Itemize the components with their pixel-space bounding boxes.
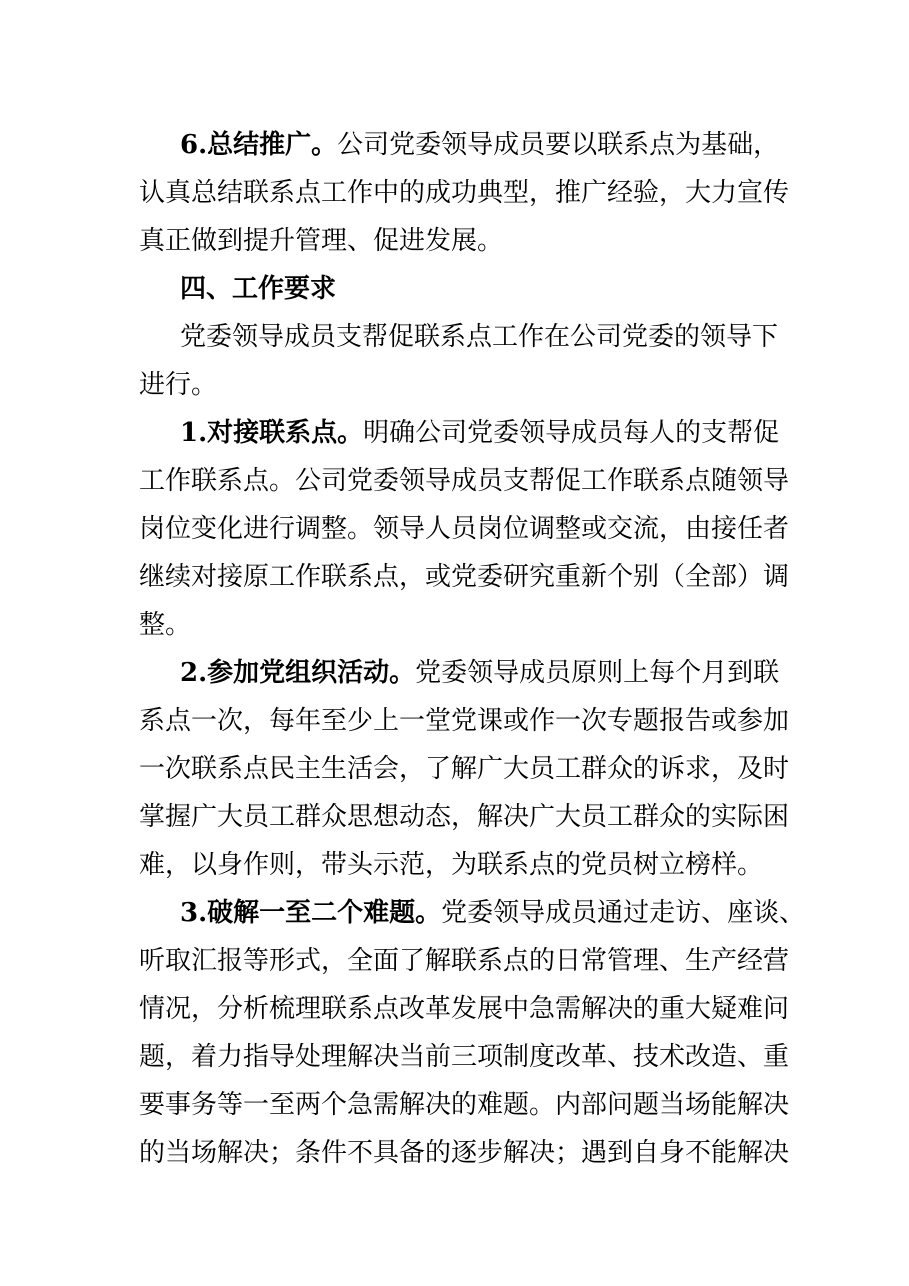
para-intro-line-1: 党委领导成员支帮促联系点工作在公司党委的领导下: [180, 322, 779, 352]
para-connect-line-5: 整。: [139, 610, 192, 640]
para-activity-line-4: 掌握广大员工群众思想动态，解决广大员工群众的实际困: [139, 802, 790, 832]
heading-activity: 2.参加党组织活动。: [180, 658, 416, 688]
para-summary-line-2: 认真总结联系点工作中的成功典型，推广经验，大力宣传: [139, 178, 790, 208]
para-summary-line-1: 6.总结推广。公司党委领导成员要以联系点为基础，: [180, 130, 780, 160]
para-connect-line-4: 继续对接原工作联系点，或党委研究重新个别（全部）调: [139, 562, 790, 592]
heading-connect: 1.对接联系点。: [180, 418, 364, 448]
para-intro-line-2: 进行。: [139, 370, 218, 400]
para-connect-line-2: 工作联系点。公司党委领导成员支帮促工作联系点随领导: [139, 466, 790, 496]
para-activity-line-1: 2.参加党组织活动。党委领导成员原则上每个月到联: [180, 658, 780, 688]
para-connect-line-1: 1.对接联系点。明确公司党委领导成员每人的支帮促: [180, 418, 780, 448]
para-problem-line-3: 情况，分析梳理联系点改革发展中急需解决的重大疑难问: [139, 994, 790, 1024]
para-problem-line-1: 3.破解一至二个难题。党委领导成员通过走访、座谈、: [180, 898, 806, 928]
heading-summary: 6.总结推广。: [180, 130, 338, 160]
para-problem-line-2: 听取汇报等形式，全面了解联系点的日常管理、生产经营: [139, 946, 790, 976]
section-heading-requirements: 四、工作要求: [180, 274, 337, 304]
para-summary-line-3: 真正做到提升管理、促进发展。: [139, 226, 504, 256]
para-problem-line-4: 题，着力指导处理解决当前三项制度改革、技术改造、重: [139, 1042, 790, 1072]
para-problem-line-6: 的当场解决；条件不具备的逐步解决；遇到自身不能解决: [139, 1138, 790, 1168]
para-activity-line-2: 系点一次，每年至少上一堂党课或作一次专题报告或参加: [139, 706, 790, 736]
para-problem-line-5: 要事务等一至两个急需解决的难题。内部问题当场能解决: [139, 1090, 790, 1120]
para-activity-line-5: 难，以身作则，带头示范，为联系点的党员树立榜样。: [139, 850, 764, 880]
heading-problem: 3.破解一至二个难题。: [180, 898, 442, 928]
para-activity-line-3: 一次联系点民主生活会，了解广大员工群众的诉求，及时: [139, 754, 790, 784]
para-connect-line-3: 岗位变化进行调整。领导人员岗位调整或交流，由接任者: [139, 514, 790, 544]
